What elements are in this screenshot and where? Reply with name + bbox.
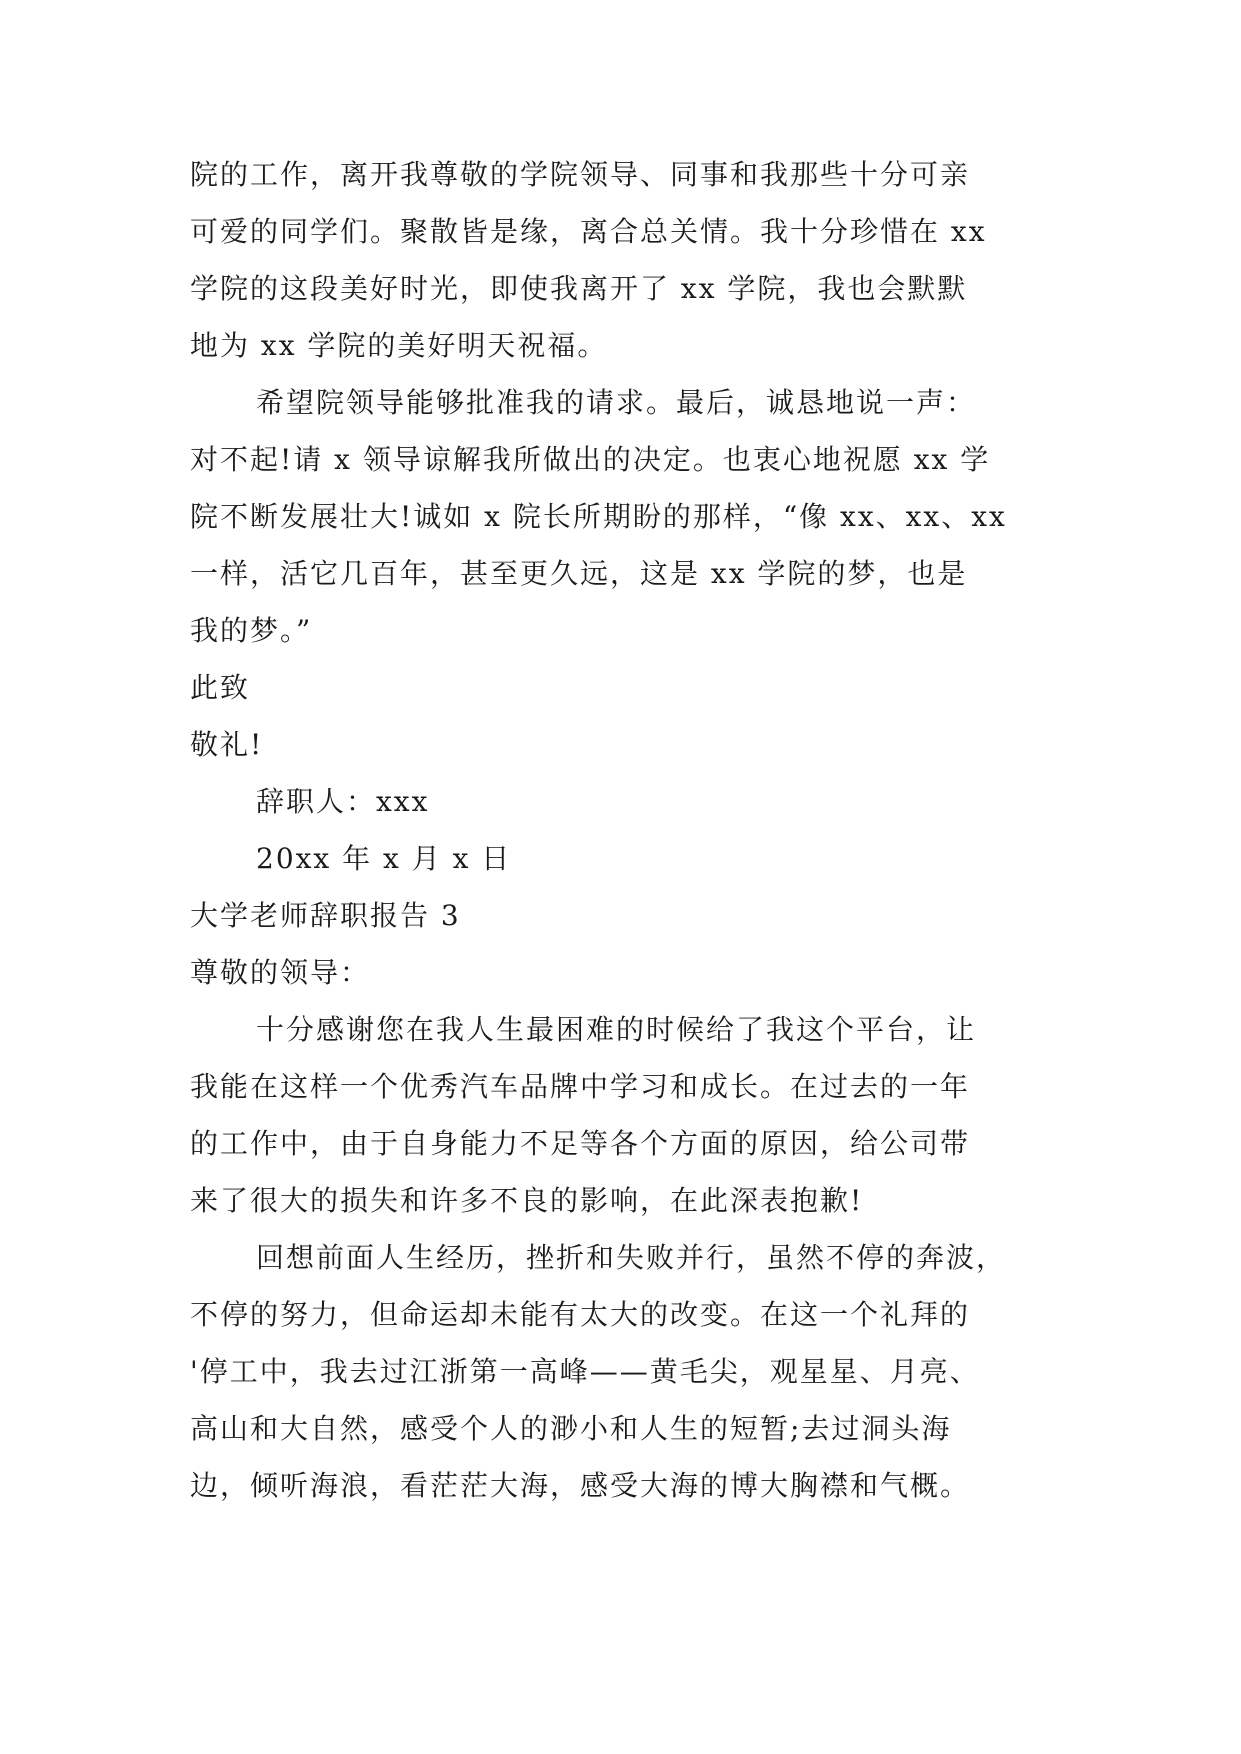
paragraph-line: 十分感谢您在我人生最困难的时候给了我这个平台，让: [256, 1013, 977, 1046]
section-title: 大学老师辞职报告 3: [190, 899, 461, 932]
paragraph-line: 希望院领导能够批准我的请求。最后，诚恳地说一声：: [256, 386, 977, 419]
paragraph-line: 我的梦。”: [190, 614, 313, 647]
paragraph-line: 的工作中，由于自身能力不足等各个方面的原因，给公司带: [190, 1127, 971, 1160]
paragraph-line: 对不起!请 x 领导谅解我所做出的决定。也衷心地祝愿 xx 学: [190, 443, 991, 476]
closing-line: 此致: [190, 671, 251, 704]
date-line: 20xx 年 x 月 x 日: [256, 842, 512, 875]
paragraph-line: 一样，活它几百年，甚至更久远，这是 xx 学院的梦，也是: [190, 557, 968, 590]
paragraph-line: 学院的这段美好时光，即使我离开了 xx 学院，我也会默默: [190, 272, 968, 305]
paragraph-line: 边，倾听海浪，看茫茫大海，感受大海的博大胸襟和气概。: [190, 1469, 971, 1502]
paragraph-line: 不停的努力，但命运却未能有太大的改变。在这一个礼拜的: [190, 1298, 971, 1331]
paragraph-line: '停工中，我去过江浙第一高峰——黄毛尖，观星星、月亮、: [190, 1355, 980, 1388]
paragraph-line: 院不断发展壮大!诚如 x 院长所期盼的那样，“像 xx、xx、xx: [190, 500, 1007, 533]
paragraph-line: 回想前面人生经历，挫折和失败并行，虽然不停的奔波，: [256, 1241, 1007, 1274]
paragraph-line: 院的工作，离开我尊敬的学院领导、同事和我那些十分可亲: [190, 158, 971, 191]
paragraph-line: 来了很大的损失和许多不良的影响，在此深表抱歉!: [190, 1184, 864, 1217]
paragraph-line: 高山和大自然，感受个人的渺小和人生的短暂;去过洞头海: [190, 1412, 952, 1445]
paragraph-line: 可爱的同学们。聚散皆是缘，离合总关情。我十分珍惜在 xx: [190, 215, 987, 248]
paragraph-line: 地为 xx 学院的美好明天祝福。: [190, 329, 608, 362]
salutation: 尊敬的领导：: [190, 956, 371, 989]
paragraph-line: 我能在这样一个优秀汽车品牌中学习和成长。在过去的一年: [190, 1070, 971, 1103]
closing-line: 敬礼!: [190, 728, 264, 761]
signature-line: 辞职人：xxx: [256, 785, 430, 818]
